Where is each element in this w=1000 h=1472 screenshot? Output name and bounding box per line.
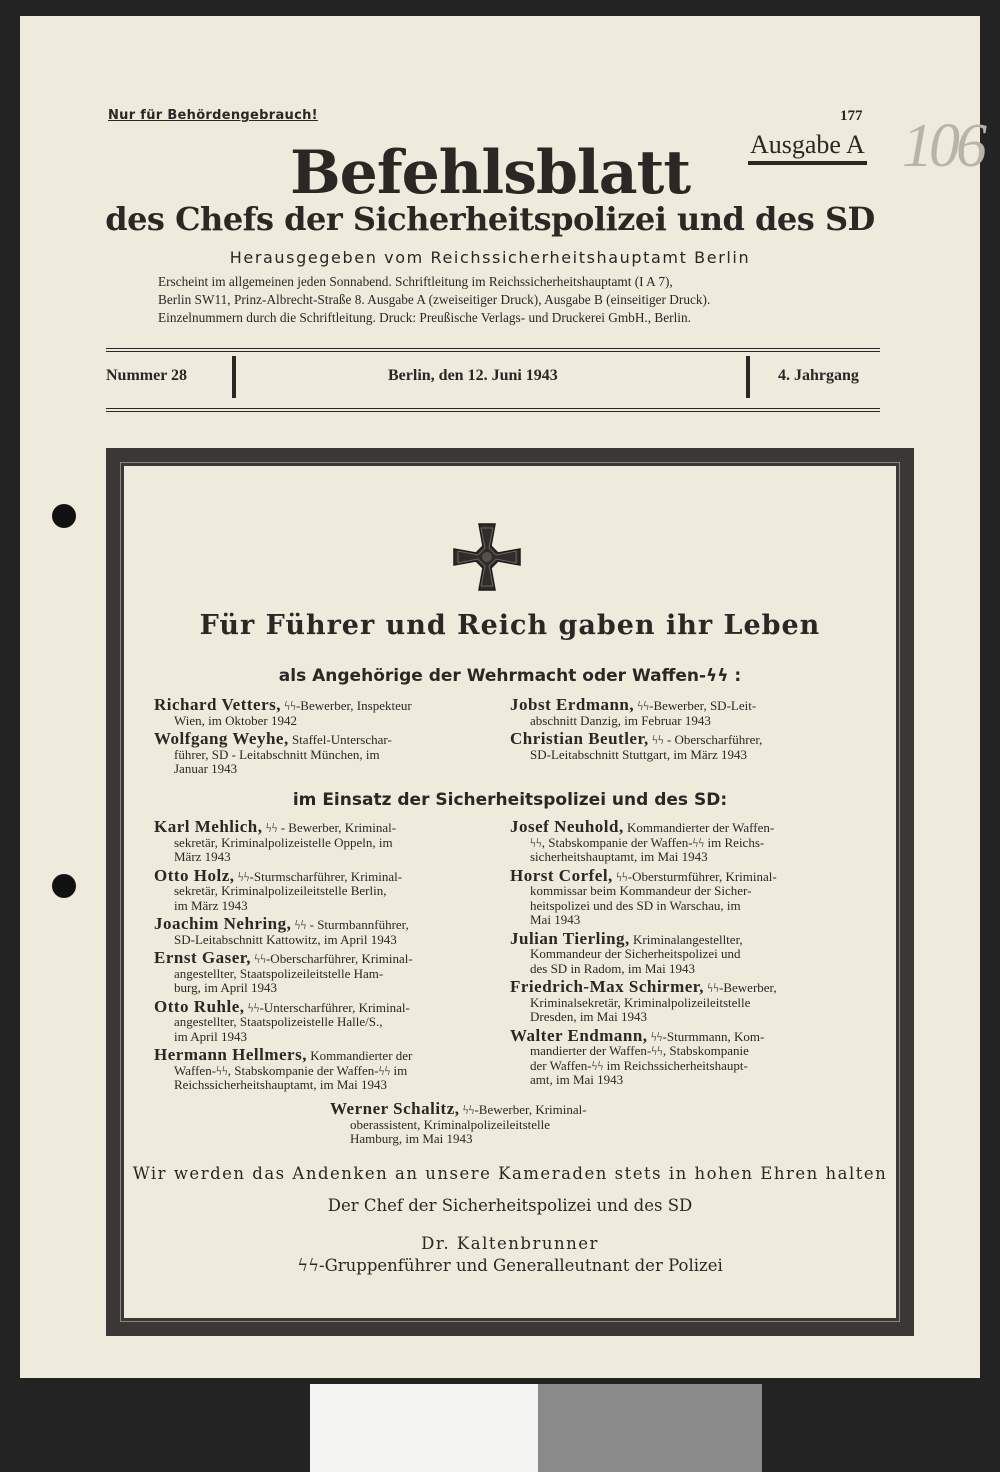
entry-line: März 1943 [174, 849, 231, 864]
entry-line: sekretär, Kriminalpolizeistelle Oppeln, im [174, 834, 393, 850]
divider [746, 356, 750, 398]
memorial-entry [154, 1045, 472, 1093]
entry-line: sicherheitshauptamt, im Mai 1943 [530, 849, 708, 864]
entry-name: Josef Neuhold, [510, 817, 624, 836]
entry-line: mandierter der Waffen-ϟϟ, Stabskompanie [530, 1043, 749, 1058]
entry-line: ϟϟ - Oberscharführer, [651, 732, 763, 747]
document-page [20, 16, 983, 1378]
entry-line: im März 1943 [174, 897, 248, 913]
page-number: 177 [840, 108, 863, 124]
info-line: Berlin SW11, Prinz-Albrecht-Straße 8. Ausgabe A (zweiseitiger Druck), Ausgabe B (einseitiger Druck). [158, 292, 711, 307]
entry-name: Werner Schalitz, [330, 1099, 460, 1118]
entry-name: Otto Ruhle, [154, 996, 245, 1016]
entry-line: ϟϟ - Bewerber, Kriminal- [265, 820, 397, 835]
centered-entry [330, 1099, 660, 1151]
entry-line: ϟϟ - Sturmbannführer, [294, 917, 409, 932]
issue-volume: 4. Jahrgang [778, 367, 859, 384]
entry-line: ϟϟ-Oberscharführer, Kriminal- [254, 951, 413, 966]
signatory-name: Dr. Kaltenbrunner [421, 1234, 599, 1253]
issuer-line: Der Chef der Sicherheitspolizei und des SD [327, 1196, 693, 1215]
punch-hole [52, 874, 76, 898]
iron-cross-icon [450, 520, 524, 594]
entry-line: Kriminalangestellter, [633, 931, 743, 947]
info-line: Einzelnummern durch die Schriftleitung. Druck: Preußische Verlags- und Druckerei GmbH., Berlin. [158, 310, 691, 325]
entry-line: im April 1943 [174, 1028, 247, 1044]
section-heading: im Einsatz der Sicherheitspolizei und des SD: [292, 790, 728, 810]
column-right [510, 817, 828, 1092]
edition-label: Ausgabe A [748, 130, 867, 165]
entry-line: sekretär, Kriminalpolizeileitstelle Berlin, [174, 883, 387, 898]
entry-line: der Waffen-ϟϟ im Reichssicherheitshaupt- [530, 1057, 748, 1073]
memorial-entry [510, 817, 828, 865]
entry-line: Mai 1943 [530, 912, 581, 927]
entry-line: Waffen-ϟϟ, Stabskompanie der Waffen-ϟϟ im [174, 1062, 408, 1078]
entry-line: ϟϟ-Sturmscharführer, Kriminal- [237, 868, 403, 884]
memorial-entry [510, 695, 828, 728]
entry-line: ϟϟ-Bewerber, Inspekteur [284, 698, 412, 713]
memorial-entry [510, 928, 828, 977]
entry-line: Staffel-Unterschar- [291, 732, 392, 747]
memorial-entry [154, 729, 472, 777]
calibration-strip-gray [538, 1384, 762, 1472]
entry-line: Reichssicherheitshauptamt, im Mai 1943 [174, 1077, 388, 1092]
memorial-entry [154, 914, 472, 947]
entry-line: amt, im Mai 1943 [530, 1072, 624, 1087]
entry-line: Kommandierter der Waffen- [626, 820, 775, 835]
entry-line: abschnitt Danzig, im Februar 1943 [530, 712, 711, 728]
entry-line: des SD in Radom, im Mai 1943 [530, 960, 696, 976]
publication-info [158, 273, 828, 327]
column-right [510, 695, 828, 766]
memorial-entry [510, 865, 828, 928]
entry-name: Hermann Hellmers, [154, 1045, 307, 1064]
publisher-line: Herausgegeben vom Reichssicherheitshauptamt Berlin [229, 248, 751, 267]
handwritten-note: 106 [902, 112, 983, 180]
entry-line: ϟϟ-Bewerber, SD-Leit- [637, 698, 757, 713]
issue-band [106, 348, 880, 412]
entry-line: ϟϟ-Obersturmführer, Kriminal- [616, 868, 777, 884]
entry-line: ϟϟ-Bewerber, Kriminal- [462, 1102, 587, 1117]
entry-name: Christian Beutler, [510, 729, 649, 748]
entry-line: führer, SD - Leitabschnitt München, im [174, 746, 380, 762]
entry-line: Wien, im Oktober 1942 [174, 712, 297, 728]
memorial-entry [154, 948, 472, 996]
issue-date: Berlin, den 12. Juni 1943 [388, 367, 558, 384]
memorial-entry [154, 865, 472, 914]
memorial-entry [510, 729, 828, 762]
signatory-rank: ϟϟ-Gruppenführer und Generalleutnant der Polizei [297, 1256, 723, 1275]
entry-line: Kommandeur der Sicherheitspolizei und [530, 946, 741, 961]
column-left [154, 695, 472, 781]
entry-line: ϟϟ, Stabskompanie der Waffen-ϟϟ im Reichs- [530, 834, 765, 850]
entry-line: heitspolizei und des SD in Warschau, im [530, 897, 741, 913]
memorial-title: Für Führer und Reich gaben ihr Leben [199, 610, 821, 641]
entry-name: Otto Holz, [154, 865, 235, 885]
entry-line: Hamburg, im Mai 1943 [350, 1131, 473, 1146]
memorial-entry [154, 695, 472, 728]
masthead-title: Befehlsblatt [289, 138, 691, 208]
calibration-strip-white [310, 1384, 538, 1472]
entry-line: angestellter, Staatspolizeileitstelle Ham- [174, 965, 384, 981]
restricted-notice: Nur für Behördengebrauch! [108, 108, 318, 123]
entry-line: SD-Leitabschnitt Stuttgart, im März 1943 [530, 746, 747, 762]
entry-name: Jobst Erdmann, [510, 695, 635, 714]
section-heading: als Angehörige der Wehrmacht oder Waffen-ϟϟ : [278, 666, 742, 686]
entry-name: Friedrich-Max Schirmer, [510, 977, 705, 996]
memorial-entry [154, 817, 472, 865]
memorial-entry [510, 977, 828, 1025]
entry-line: ϟϟ-Bewerber, [707, 980, 777, 995]
entry-line: kommissar beim Kommandeur der Sicher- [530, 883, 752, 898]
memorial-entry [154, 996, 472, 1045]
entry-line: burg, im April 1943 [174, 980, 278, 995]
memorial-frame [106, 448, 914, 1336]
memorial-entry [330, 1099, 660, 1147]
entry-line: Januar 1943 [174, 761, 238, 776]
entry-name: Ernst Gaser, [154, 948, 251, 967]
entry-line: angestellter, Staatspolizeistelle Halle/S., [174, 1014, 383, 1029]
entry-line: SD-Leitabschnitt Kattowitz, im April 1943 [174, 931, 397, 947]
entry-line: Kommandierter der [310, 1048, 413, 1063]
entry-line: ϟϟ-Sturmmann, Kom- [650, 1028, 765, 1044]
issue-number: Nummer 28 [106, 367, 188, 384]
info-line: Erscheint im allgemeinen jeden Sonnabend. Schriftleitung im Reichssicherheitshauptamt (I A 7), [158, 274, 673, 289]
memorial-entry [510, 1025, 828, 1088]
entry-name: Karl Mehlich, [154, 817, 263, 836]
entry-line: ϟϟ-Unterscharführer, Kriminal- [247, 999, 410, 1015]
column-left [154, 817, 472, 1097]
entry-name: Horst Corfel, [510, 865, 613, 885]
entry-name: Walter Endmann, [510, 1025, 648, 1045]
entry-name: Richard Vetters, [154, 695, 281, 714]
entry-name: Joachim Nehring, [154, 914, 292, 933]
entry-name: Wolfgang Weyhe, [154, 729, 289, 748]
entry-line: Kriminalsekretär, Kriminalpolizeileitstelle [530, 994, 751, 1010]
entry-line: Dresden, im Mai 1943 [530, 1009, 647, 1024]
punch-hole [52, 504, 76, 528]
masthead-subtitle: des Chefs der Sicherheitspolizei und des SD [105, 200, 875, 238]
closing-line: Wir werden das Andenken an unsere Kameraden stets in hohen Ehren halten [132, 1164, 888, 1183]
divider [232, 356, 236, 398]
entry-name: Julian Tierling, [510, 928, 630, 948]
entry-line: oberassistent, Kriminalpolizeileitstelle [350, 1116, 551, 1132]
